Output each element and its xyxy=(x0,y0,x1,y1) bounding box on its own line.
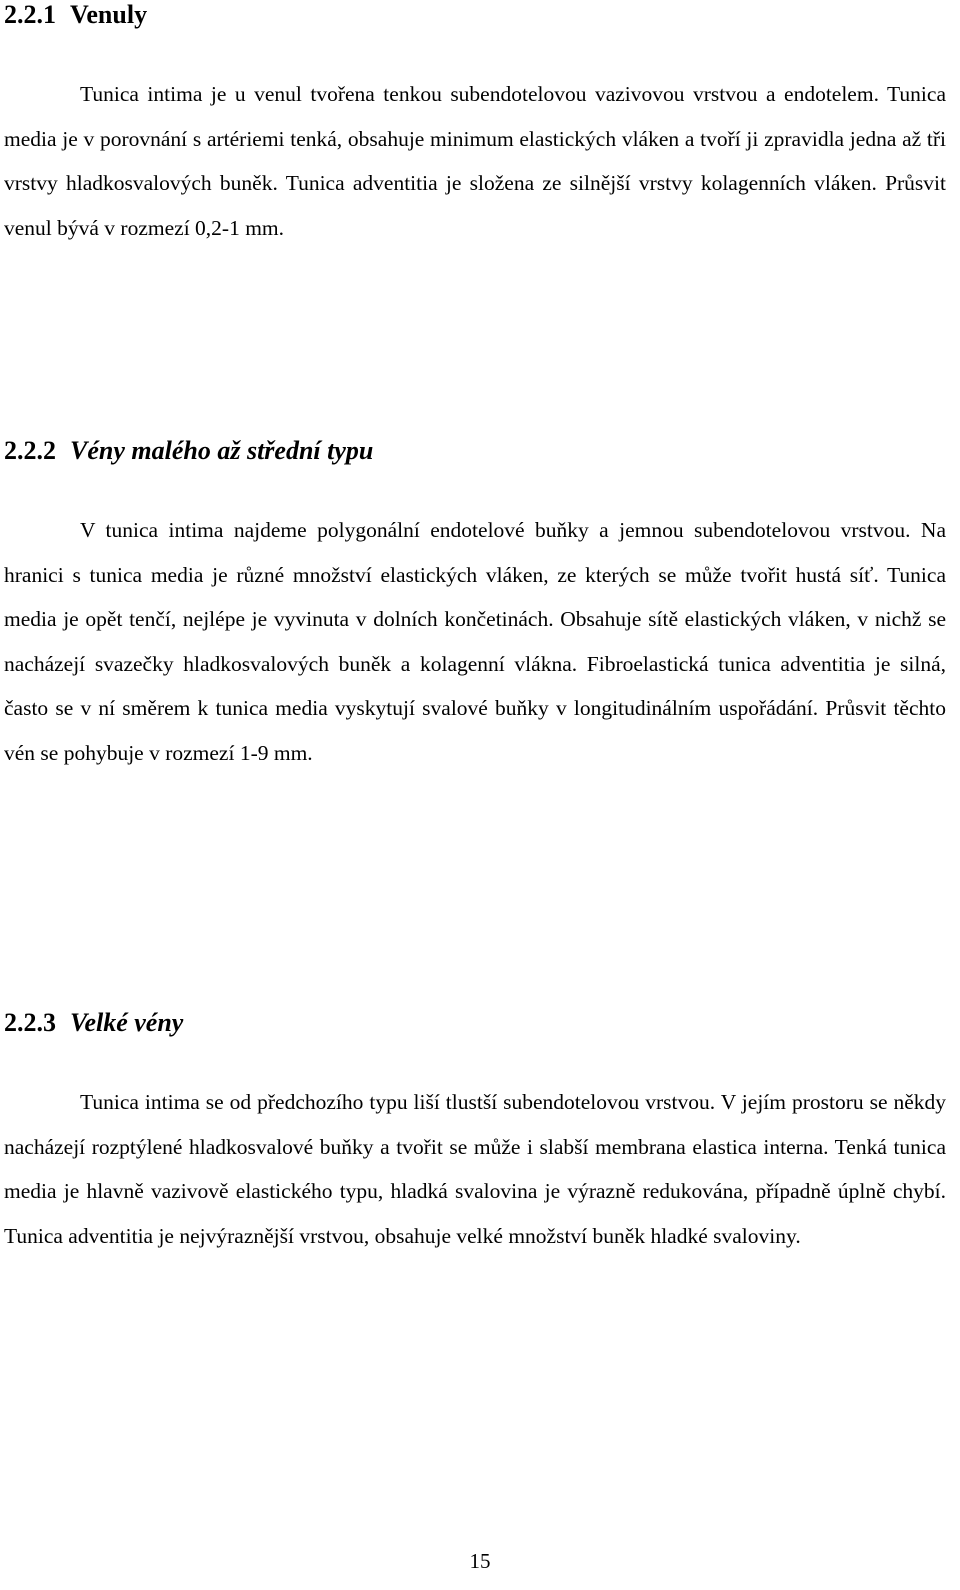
section-title: Venuly xyxy=(70,0,148,29)
section-title: Velké vény xyxy=(70,1008,184,1037)
section-heading-veny-maleho xyxy=(4,436,373,466)
section-number: 2.2.1 xyxy=(4,0,56,29)
section-paragraph-venuly: Tunica intima je u venul tvořena tenkou subendotelovou vazivovou vrstvou a endotelem. Tunica media je v porovnání s artériemi tenká, obsahuje minimum elastických vláken a tvoří ji zpravidla jedna až tři vrstvy hladkosvalových buněk. Tunica adventitia je složena ze silnější vrstvy kolagenních vláken. Průsvit venul bývá v rozmezí 0,2-1 mm. xyxy=(4,82,946,240)
section-paragraph-velke-veny: Tunica intima se od předchozího typu liší tlustší subendotelovou vrstvou. V jejím prostoru se někdy nacházejí rozptýlené hladkosvalové buňky a tvořit se může i slabší membrana elastica interna. Tenká tunica media je hlavně vazivově elastického typu, hladká svalovina je výrazně redukována, případně úplně chybí. Tunica adventitia je nejvýraznější vrstvou, obsahuje velké množství buněk hladké svaloviny. xyxy=(4,1090,946,1248)
section-heading-velke-veny xyxy=(4,1008,183,1038)
page-number: 15 xyxy=(469,1549,491,1573)
section-heading-venuly xyxy=(4,0,147,30)
section-number: 2.2.3 xyxy=(4,1008,56,1037)
section-title: Vény malého až střední typu xyxy=(70,436,374,465)
section-number: 2.2.2 xyxy=(4,436,56,465)
section-paragraph-veny-maleho: V tunica intima najdeme polygonální endotelové buňky a jemnou subendotelovou vrstvou. Na hranici s tunica media je různé množství elastických vláken, ze kterých se může tvořit hustá síť. Tunica media je opět tenčí, nejlépe je vyvinuta v dolních končetinách. Obsahuje sítě elastických vláken, v nichž se nacházejí svazečky hladkosvalových buněk a kolagenní vlákna. Fibroelastická tunica adventitia je silná, často se v ní směrem k tunica media vyskytují svalové buňky v longitudinálním uspořádání. Průsvit těchto vén se pohybuje v rozmezí 1-9 mm. xyxy=(4,518,946,765)
